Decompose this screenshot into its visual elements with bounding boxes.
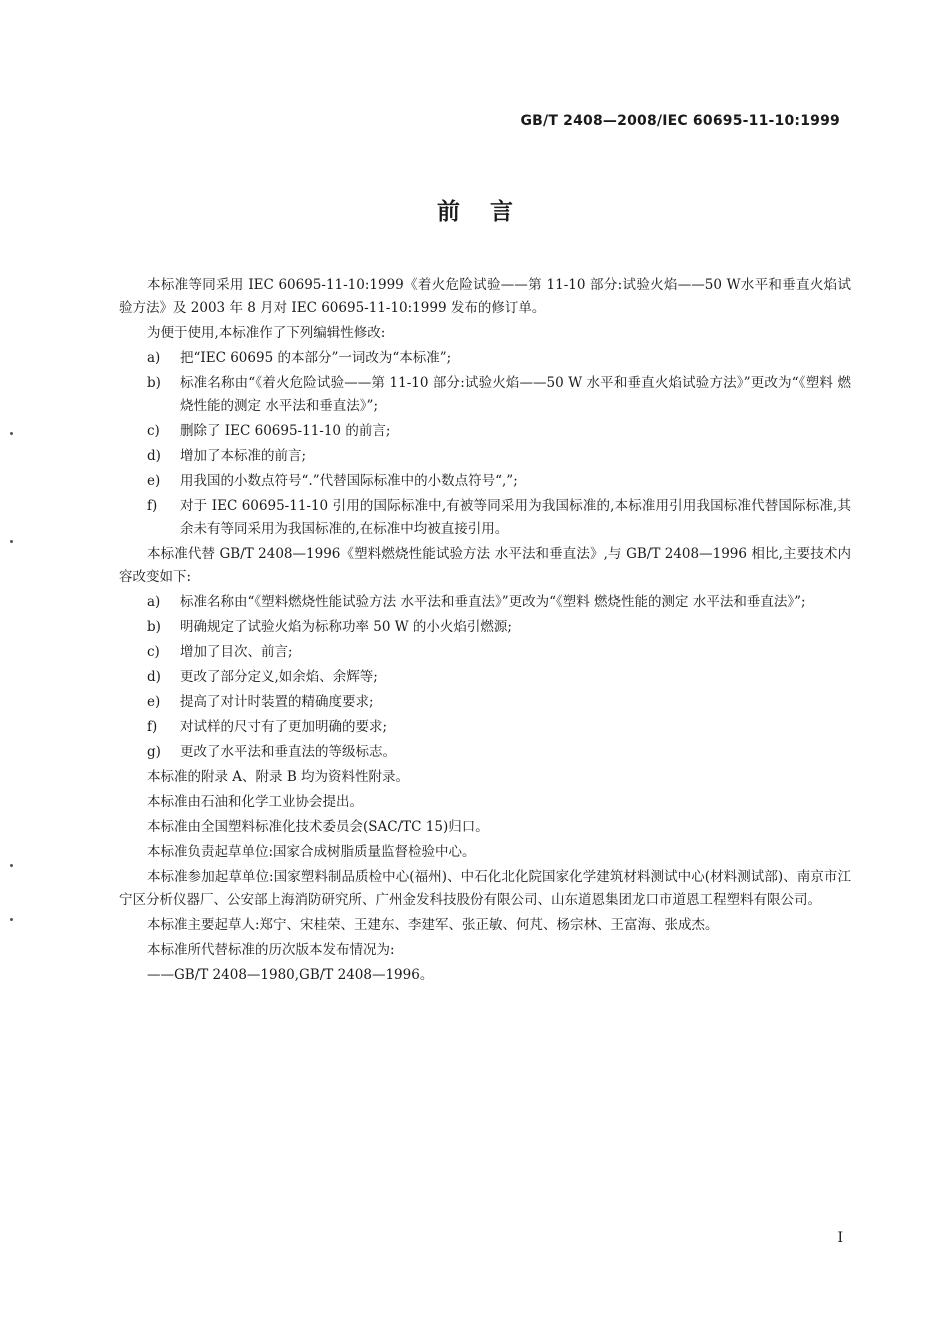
list-item [147, 716, 851, 739]
list-item-text: 增加了目次、前言; [180, 644, 293, 660]
list-item-label: d) [147, 448, 161, 464]
list-item [147, 470, 851, 493]
list-item-text: 更改了部分定义,如余焰、余辉等; [180, 669, 378, 685]
list-item-text: 对试样的尺寸有了更加明确的要求; [180, 719, 388, 735]
list-item [147, 641, 851, 664]
list-item-label: f) [147, 719, 158, 735]
scan-speck [10, 918, 13, 921]
list-item-text: 标准名称由“《塑料燃烧性能试验方法 水平法和垂直法》”更改为“《塑料 燃烧性能的测定 水平法和垂直法》”; [180, 594, 806, 610]
list-item [147, 445, 851, 468]
list-item-text: 把“IEC 60695 的本部分”一词改为“本标准”; [180, 350, 452, 366]
scan-speck [10, 432, 13, 435]
paragraph: 本标准负责起草单位:国家合成树脂质量监督检验中心。 [147, 844, 476, 860]
list-item [147, 591, 851, 614]
list-item-text: 增加了本标准的前言; [180, 448, 307, 464]
list-item-text: 对于 IEC 60695-11-10 引用的国际标准中,有被等同采用为我国标准的,本标准用引用我国标准代替国际标准,其余未有等同采用为我国标准的,在标准中均被直接引用。 [180, 498, 851, 537]
list-item-text: 提高了对计时装置的精确度要求; [180, 694, 374, 710]
list-item [147, 420, 851, 443]
list-item-label: a) [147, 594, 161, 610]
list-item-label: f) [147, 498, 158, 514]
list-item-text: 用我国的小数点符号“.”代替国际标准中的小数点符号“,”; [180, 473, 518, 489]
paragraph: ——GB/T 2408—1980,GB/T 2408—1996。 [147, 967, 434, 983]
preface-body [119, 274, 851, 989]
list-item [147, 691, 851, 714]
list-item [147, 347, 851, 370]
list-item-text: 更改了水平法和垂直法的等级标志。 [180, 744, 396, 760]
list-item [147, 372, 851, 418]
paragraph: 本标准参加起草单位:国家塑料制品质检中心(福州)、中石化北化院国家化学建筑材料测试中心(材料测试部)、南京市江宁区分析仪器厂、公安部上海消防研究所、广州金发科技股份有限公司、山东道恩集团龙口市道恩工程塑料有限公司。 [119, 869, 851, 908]
list-item-text: 标准名称由“《着火危险试验——第 11-10 部分:试验火焰——50 W 水平和垂直火焰试验方法》”更改为“《塑料 燃烧性能的测定 水平法和垂直法》”; [180, 375, 851, 414]
list-item-label: b) [147, 375, 161, 391]
list-item-text: 删除了 IEC 60695-11-10 的前言; [180, 423, 391, 439]
paragraph: 本标准由全国塑料标准化技术委员会(SAC/TC 15)归口。 [147, 819, 489, 835]
paragraph: 本标准所代替标准的历次版本发布情况为: [147, 942, 395, 958]
paragraph: 本标准由石油和化学工业协会提出。 [147, 794, 363, 810]
list-item-label: b) [147, 619, 161, 635]
scan-speck [10, 864, 13, 867]
list-item-label: d) [147, 669, 161, 685]
page-title: 前言 [437, 199, 543, 225]
list-item-label: c) [147, 644, 160, 660]
list-item-text: 明确规定了试验火焰为标称功率 50 W 的小火焰引燃源; [180, 619, 512, 635]
standard-code-header: GB/T 2408—2008/IEC 60695-11-10:1999 [520, 113, 840, 129]
list-item [147, 495, 851, 541]
paragraph: 本标准的附录 A、附录 B 均为资料性附录。 [147, 769, 410, 785]
paragraph: 本标准主要起草人:郑宁、宋桂荣、王建东、李建军、张正敏、何芃、杨宗林、王富海、张成杰。 [147, 917, 719, 933]
list-item [147, 741, 851, 764]
list-item-label: g) [147, 744, 161, 760]
paragraph: 为便于使用,本标准作了下列编辑性修改: [147, 325, 386, 341]
list-item-label: e) [147, 694, 161, 710]
scan-speck [10, 540, 13, 543]
list-item-label: e) [147, 473, 161, 489]
page-number: I [837, 1230, 843, 1246]
paragraph: 本标准等同采用 IEC 60695-11-10:1999《着火危险试验——第 11-10 部分:试验火焰——50 W水平和垂直火焰试验方法》及 2003 年 8 月对 IEC 60695-11-10:1999 发布的修订单。 [119, 277, 851, 316]
list-item [147, 666, 851, 689]
list-item [147, 616, 851, 639]
paragraph: 本标准代替 GB/T 2408—1996《塑料燃烧性能试验方法 水平法和垂直法》,与 GB/T 2408—1996 相比,主要技术内容改变如下: [119, 546, 851, 585]
list-item-label: a) [147, 350, 161, 366]
list-item-label: c) [147, 423, 160, 439]
